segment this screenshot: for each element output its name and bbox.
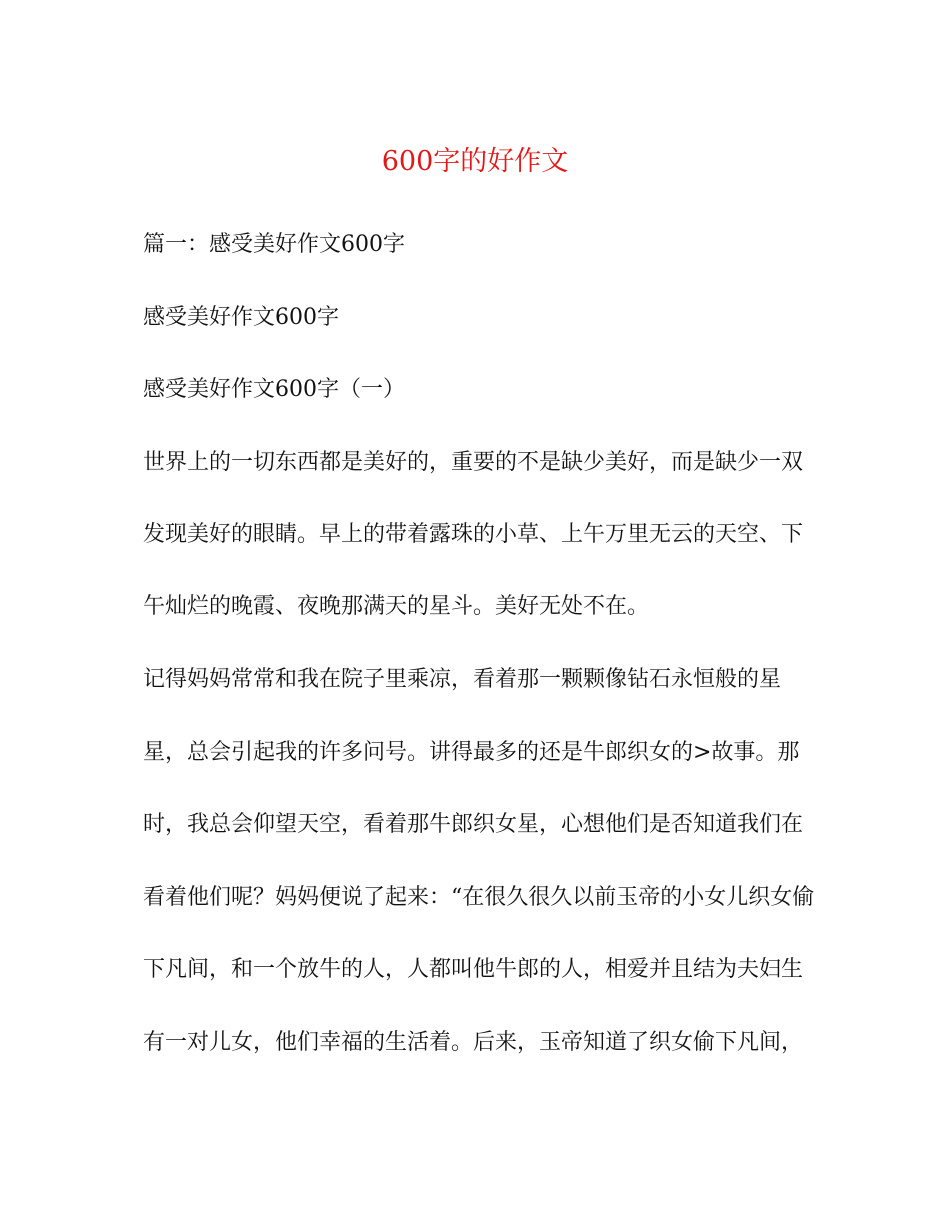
paragraph-line: 下凡间，和一个放牛的人，人都叫他牛郎的人，相爱并且结为夫妇生 <box>143 957 804 982</box>
paragraph-line: 看着他们呢？妈妈便说了起来：“在很久很久以前玉帝的小女儿织女偷 <box>143 885 815 910</box>
paragraph-line: 有一对儿女，他们幸福的生活着。后来，玉帝知道了织女偷下凡间， <box>143 1030 804 1055</box>
paragraph-line: 时，我总会仰望天空，看着那牛郎织女星，心想他们是否知道我们在 <box>143 812 804 837</box>
paragraph-line: 星，总会引起我的许多问号。讲得最多的还是牛郎织女的>故事。那 <box>143 740 800 765</box>
paragraph-line: 午灿烂的晚霞、夜晚那满天的星斗。美好无处不在。 <box>143 594 650 619</box>
paragraph-line: 记得妈妈常常和我在院子里乘凉，看着那一颗颗像钻石永恒般的星 <box>143 667 782 692</box>
subheading: 感受美好作文600字 <box>143 305 339 330</box>
document-title: 600字的好作文 <box>381 146 569 177</box>
paragraph-line: 发现美好的眼睛。早上的带着露珠的小草、上午万里无云的天空、下 <box>143 522 804 547</box>
heading-part-one: 篇一：感受美好作文600字 <box>143 232 405 257</box>
section-heading: 感受美好作文600字（一） <box>143 377 405 402</box>
paragraph-line: 世界上的一切东西都是美好的，重要的不是缺少美好，而是缺少一双 <box>143 450 804 475</box>
